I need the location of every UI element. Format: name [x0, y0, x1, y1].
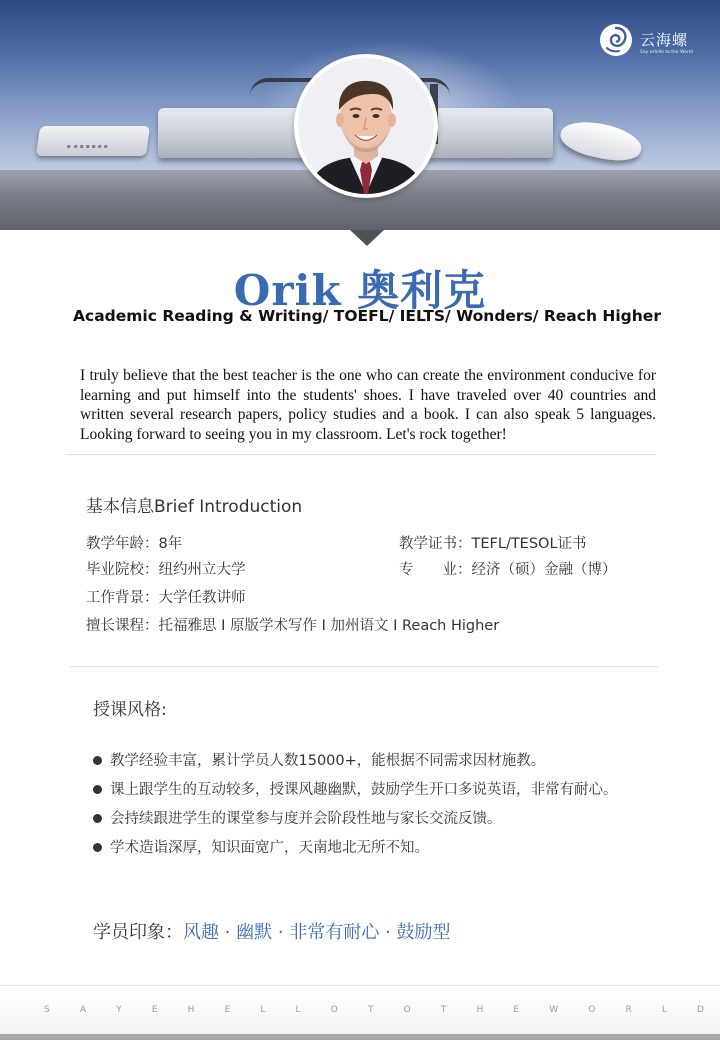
impression-label: 学员印象： — [93, 922, 183, 943]
impression-tags: 风趣 · 幽默 · 非常有耐心 · 鼓励型 — [183, 922, 451, 943]
teaching-style-title: 授课风格: — [93, 700, 167, 720]
list-item — [93, 778, 693, 807]
list-item — [93, 836, 693, 865]
list-item-text: 课上跟学生的互动较多，授课风趣幽默，鼓励学生开口多说英语，非常有耐心。 — [110, 782, 618, 798]
courses-label: 擅长课程： — [86, 618, 159, 634]
banner-phone-image — [36, 126, 150, 156]
basic-info-title: 基本信息Brief Introduction — [86, 497, 303, 517]
footer-letter: T — [440, 1005, 447, 1015]
school-row — [86, 558, 246, 579]
teaching-years-label: 教学年龄： — [86, 536, 159, 552]
courses-value: 托福雅思 I 原版学术写作 I 加州语文 I Reach Higher — [158, 618, 500, 634]
footer-slogan — [44, 1005, 704, 1015]
school-label: 毕业院校： — [86, 562, 159, 578]
brand-name: 云海螺 — [640, 31, 689, 49]
footer-letter: Y — [116, 1005, 122, 1015]
teaching-years-value: 8年 — [158, 536, 183, 552]
divider — [66, 454, 656, 455]
major-label: 专 业： — [399, 562, 472, 578]
teaching-style-list — [93, 749, 693, 865]
footer-letter: E — [151, 1005, 158, 1015]
footer-letter: O — [403, 1005, 411, 1015]
divider — [70, 666, 658, 667]
background-label: 工作背景： — [86, 590, 159, 606]
courses-row — [86, 614, 499, 635]
footer-letter: O — [330, 1005, 338, 1015]
teacher-subjects: Academic Reading & Writing/ TOEFL/ IELTS/ Wonders/ Reach Higher — [73, 307, 661, 325]
footer-bottom-bar — [0, 1034, 720, 1040]
footer-letter: S — [44, 1005, 50, 1015]
footer-letter: H — [187, 1005, 195, 1015]
footer-letter: A — [79, 1005, 87, 1015]
footer-letter: L — [260, 1005, 266, 1015]
footer-letter: R — [625, 1005, 632, 1015]
teacher-portrait-image — [298, 58, 434, 194]
bullet-dot-icon — [93, 756, 102, 765]
brand-logo — [598, 22, 698, 62]
certificate-value: TEFL/TESOL证书 — [471, 536, 587, 552]
brand-slogan: Say eHello to the World — [640, 50, 693, 55]
footer-letter: D — [697, 1005, 704, 1015]
certificate-row — [399, 532, 587, 553]
list-item-text: 学术造诣深厚，知识面宽广，天南地北无所不知。 — [110, 840, 429, 856]
major-value: 经济（硕）金融（博） — [471, 562, 617, 578]
bullet-dot-icon — [93, 843, 102, 852]
section-pointer-triangle — [350, 230, 384, 246]
footer-letter: E — [513, 1005, 520, 1015]
background-value: 大学任教讲师 — [158, 590, 246, 606]
footer-letter: T — [367, 1005, 374, 1015]
background-row — [86, 586, 246, 607]
teacher-avatar — [294, 54, 438, 198]
shell-logo-icon — [598, 22, 634, 58]
footer-letter: W — [549, 1005, 559, 1015]
school-value: 纽约州立大学 — [158, 562, 246, 578]
teaching-years-row — [86, 532, 182, 553]
list-item-text: 教学经验丰富，累计学员人数15000+，能根据不同需求因材施教。 — [110, 753, 546, 769]
teacher-name: Orik 奥利克 — [233, 266, 487, 315]
footer-letter: H — [476, 1005, 484, 1015]
footer-letter: L — [661, 1005, 667, 1015]
list-item — [93, 749, 693, 778]
list-item-text: 会持续跟进学生的课堂参与度并会阶段性地与家长交流反馈。 — [110, 811, 502, 827]
footer-letter: E — [224, 1005, 231, 1015]
certificate-label: 教学证书： — [399, 536, 472, 552]
banner-mouse-image — [557, 116, 644, 166]
major-row — [399, 558, 617, 579]
bullet-dot-icon — [93, 785, 102, 794]
footer-letter: L — [295, 1005, 301, 1015]
footer-letter: O — [588, 1005, 596, 1015]
list-item — [93, 807, 693, 836]
teacher-bio: I truly believe that the best teacher is the one who can create the environment conducive for learning and put himself into the students' shoes. I have traveled over 40 countries and written several research papers, policy studies and a book. I can also speak 5 languages. Looking forward to seeing you in my classroom. Let's rock together! — [80, 367, 656, 443]
bullet-dot-icon — [93, 814, 102, 823]
student-impression — [93, 918, 451, 944]
